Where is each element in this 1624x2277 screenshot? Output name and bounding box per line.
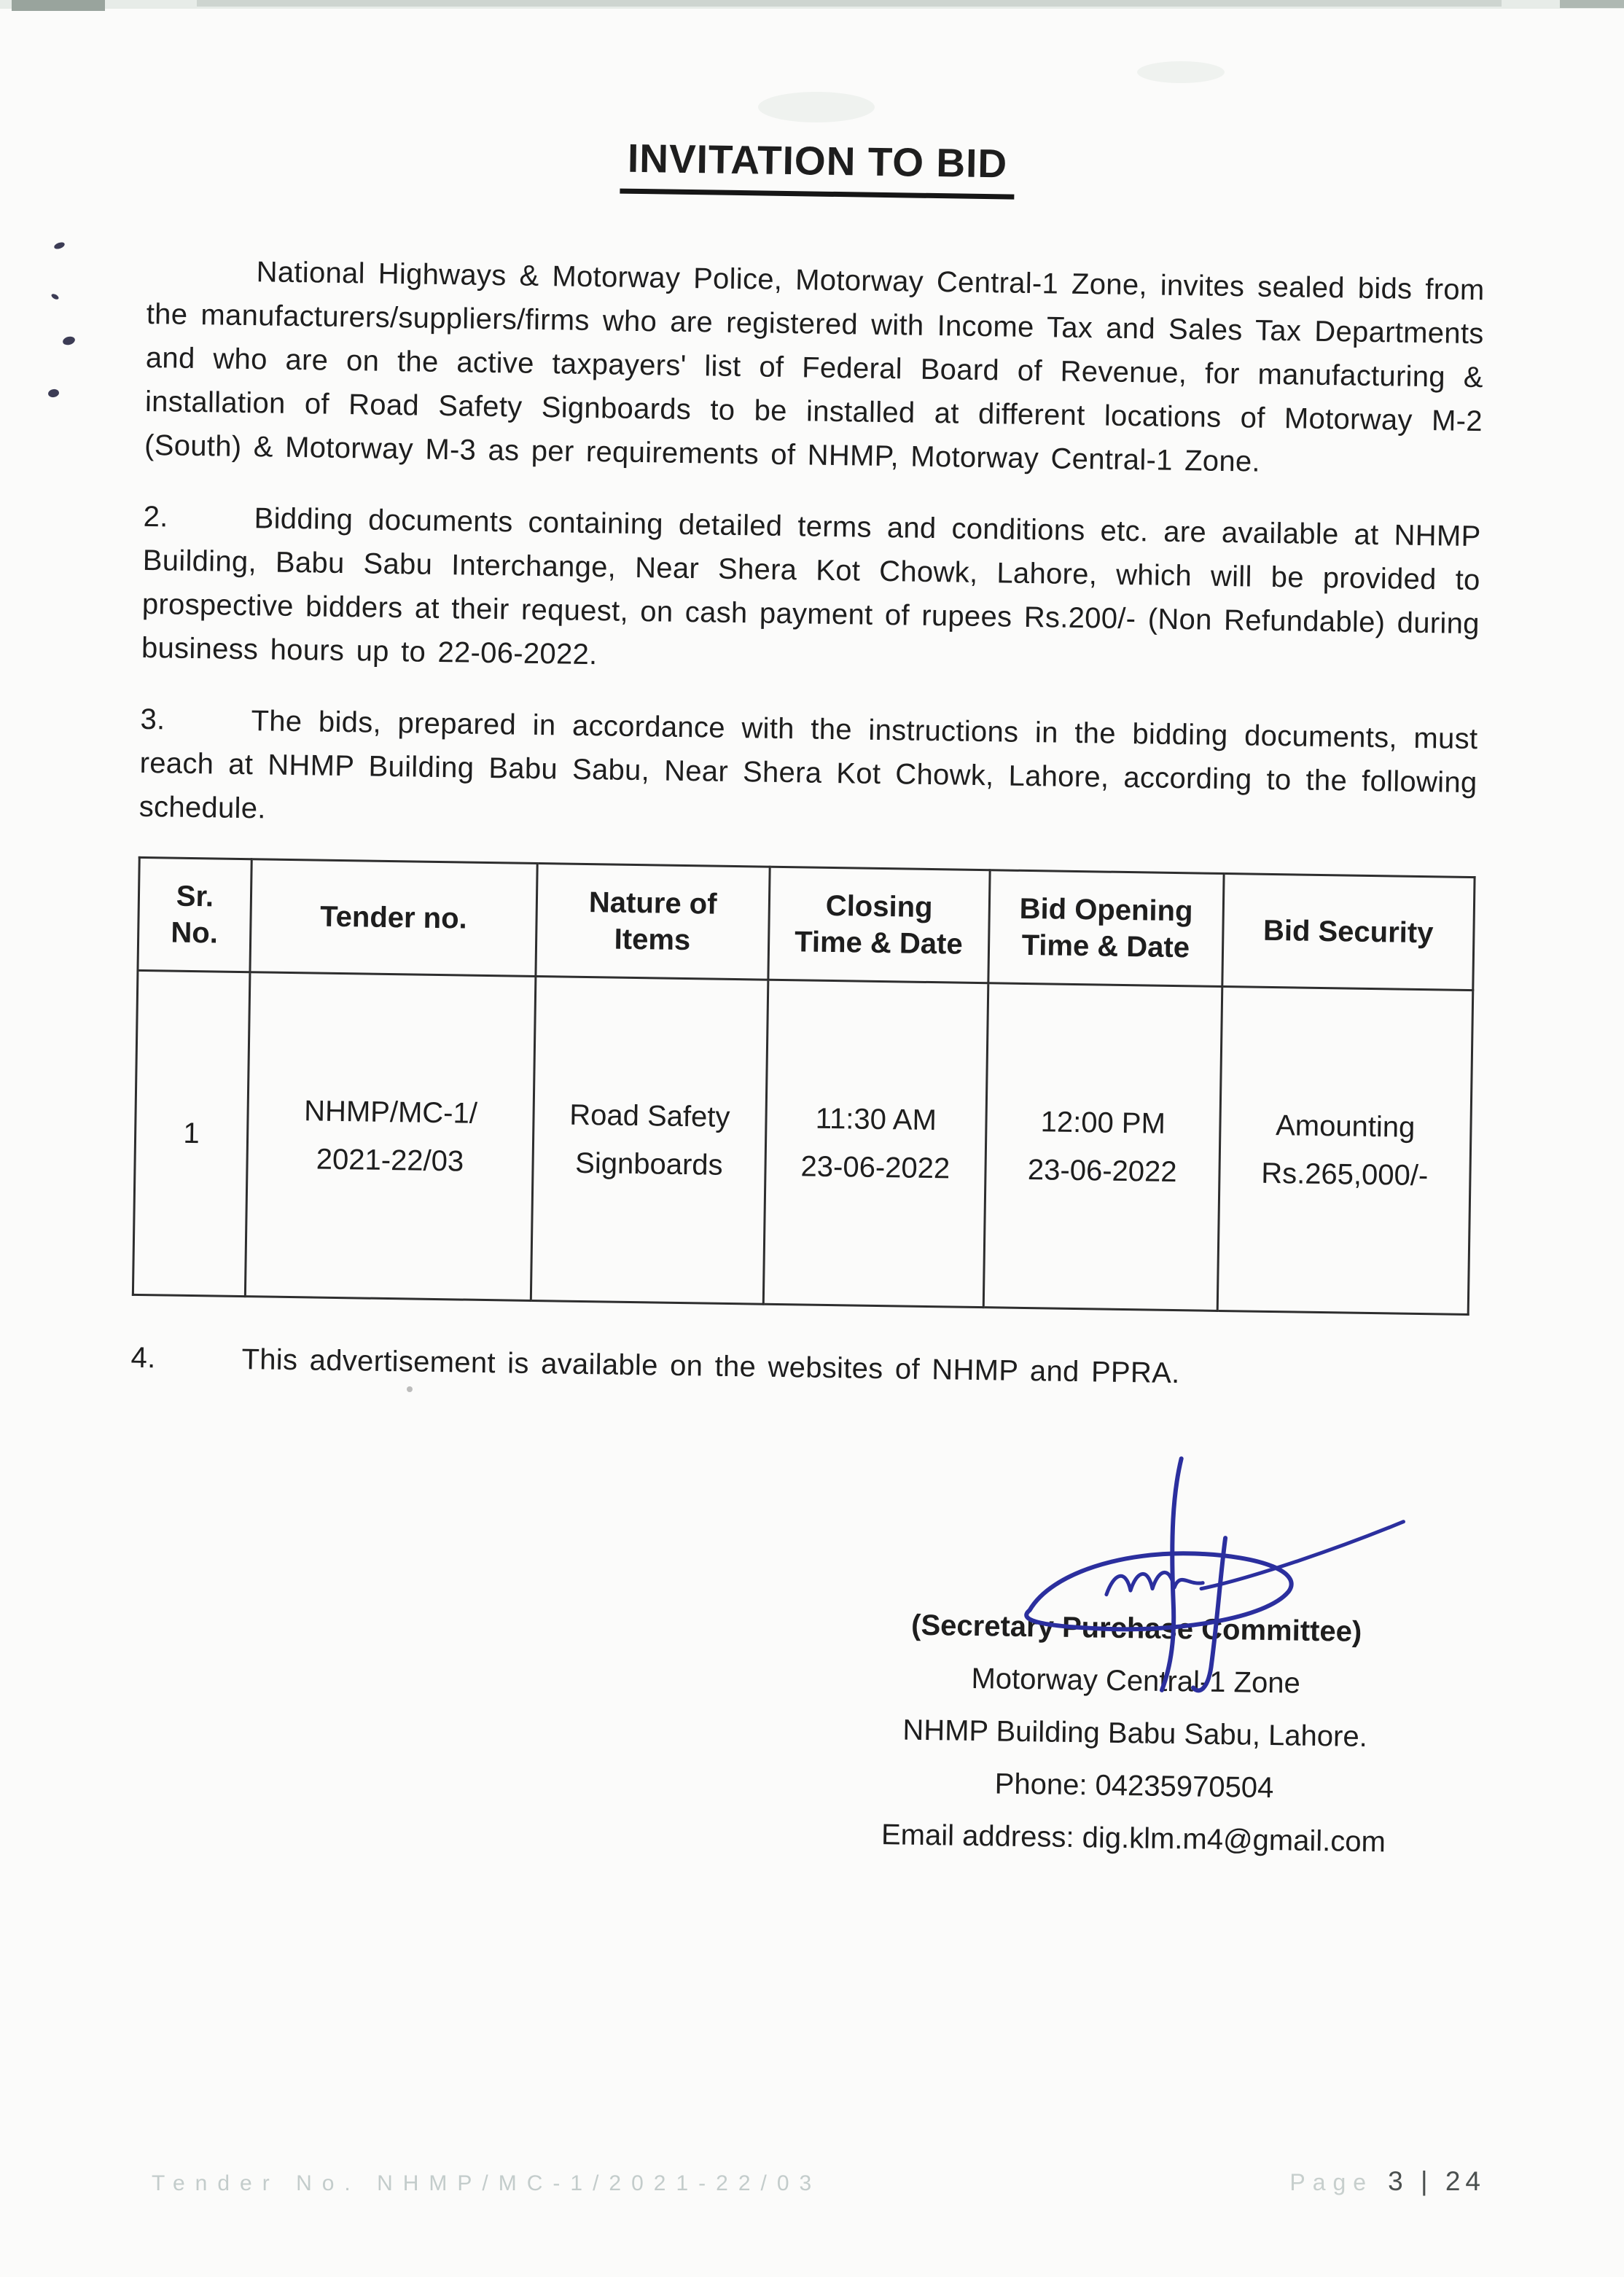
document-content: [124, 109, 1487, 1870]
signature-email-line: Email address: dig.klm.m4@gmail.com: [881, 1819, 1386, 1859]
scan-artifact: [1560, 0, 1624, 8]
footer-tender-no: Tender No. NHMP/MC-1/2021-22/03: [152, 2171, 822, 2195]
signature-block: [805, 1598, 1464, 1870]
ink-speck: [62, 335, 76, 346]
signature-committee-line: (Secretary Purchase Committee): [910, 1609, 1362, 1648]
page-title-text: INVITATION TO BID: [620, 135, 1015, 200]
paragraph-2: [141, 495, 1481, 690]
table-header-sr-no: Sr. No.: [138, 857, 251, 972]
paragraph-number: 4.: [130, 1341, 156, 1375]
paragraph-4: [130, 1336, 1469, 1399]
paragraph-text: The bids, prepared in accordance with the instructions in the bidding documents, must reach at NHMP Building Babu Sabu, Near Shera Kot Chowk, Lahore, according to the following schedule.: [138, 705, 1478, 825]
scan-artifact: [12, 0, 105, 11]
cell-bid-opening-time-date: 12:00 PM 23-06-2022: [983, 983, 1222, 1311]
schedule-table: [132, 856, 1476, 1316]
paragraph-text: National Highways & Motorway Police, Motorway Central-1 Zone, invites sealed bids from the manufacturers/suppliers/firms who are registered with Income Tax and Sales Tax Departments and who are on the active taxpayers' list of Federal Board of Revenue, for manufacturing & installation of Road Safety Signboards to be installed at different locations of Motorway M-2 (South) & Motorway M-3 as per requirements of NHMP, Motorway Central-1 Zone.: [144, 256, 1485, 478]
cell-nature-of-items: Road Safety Signboards: [531, 976, 768, 1304]
table-header-closing: Closing Time & Date: [768, 867, 991, 983]
table-header-nature-of-items: Nature of Items: [536, 864, 770, 980]
scan-artifact: [197, 0, 1502, 7]
signature-address-line: NHMP Building Babu Sabu, Lahore.: [902, 1714, 1368, 1754]
paragraph-number: 2.: [143, 500, 168, 534]
cell-bid-security: Amounting Rs.265,000/-: [1217, 986, 1473, 1314]
table-row: [133, 970, 1472, 1314]
paragraph-text: Bidding documents containing detailed terms and conditions etc. are available at NHMP Building, Babu Sabu Interchange, Near Shera Kot Chowk, Lahore, which will be provided to prospective bidders at their request, on cash payment of rupees Rs.200/- (Non Refundable) during business hours up to 22-06-2022.: [141, 502, 1481, 671]
paragraph-number: 3.: [140, 703, 165, 736]
scan-smudge: [758, 92, 875, 122]
signature-phone-line: Phone: 04235970504: [994, 1768, 1274, 1805]
paragraph-3: [138, 698, 1477, 848]
ink-speck: [47, 388, 60, 398]
cell-tender-no: NHMP/MC-1/ 2021-22/03: [245, 972, 536, 1301]
ink-speck: [50, 293, 60, 301]
footer-page-value: 3 | 24: [1388, 2166, 1486, 2196]
signature-zone-line: Motorway Central-1 Zone: [971, 1662, 1301, 1700]
footer-page-number: [1289, 2166, 1486, 2197]
paragraph-intro: [144, 249, 1485, 487]
page-title: [148, 128, 1486, 206]
ink-speck: [53, 241, 66, 251]
paragraph-text: This advertisement is available on the websites of NHMP and PPRA.: [241, 1343, 1180, 1390]
table-header-row: [138, 857, 1475, 990]
footer-page-label: Page: [1289, 2169, 1374, 2195]
table-header-bid-security: Bid Security: [1222, 873, 1475, 990]
table-header-tender-no: Tender no.: [250, 859, 537, 977]
scan-smudge: [1137, 61, 1225, 83]
page-footer: [152, 2166, 1486, 2197]
table-header-bid-opening: Bid Opening Time & Date: [988, 870, 1224, 987]
cell-sr-no: 1: [133, 970, 249, 1296]
cell-closing-time-date: 11:30 AM 23-06-2022: [763, 980, 988, 1307]
